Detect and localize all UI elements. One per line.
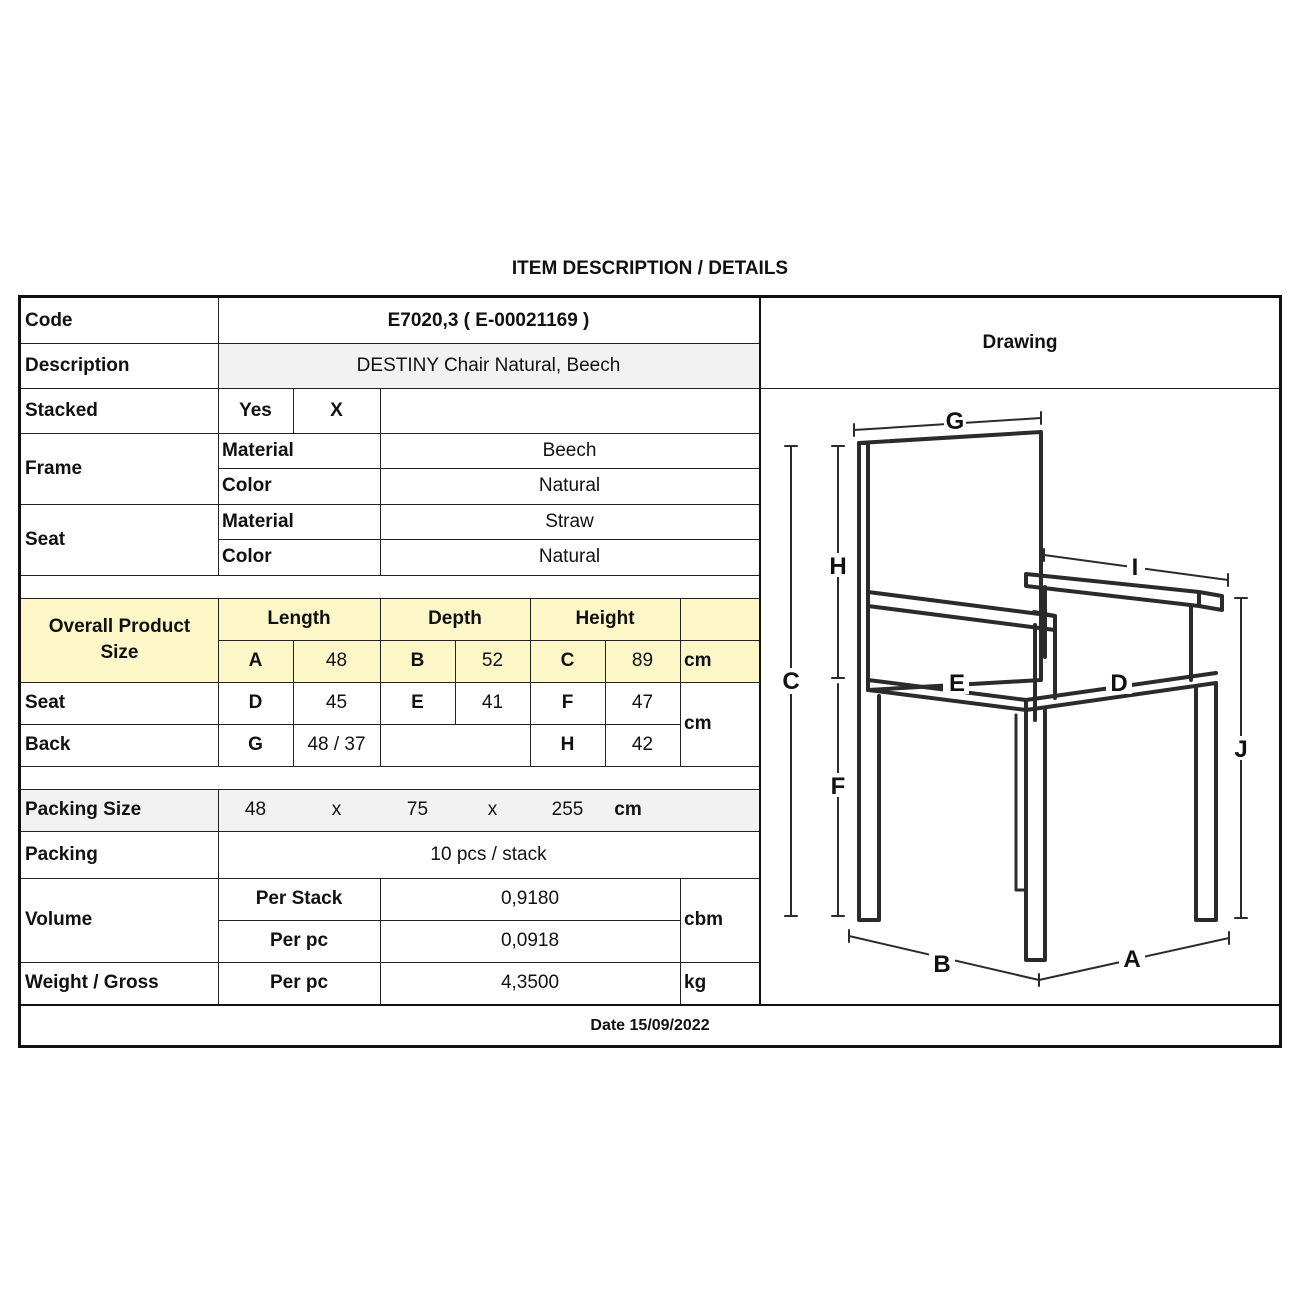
dim-h-value: 42: [631, 734, 654, 756]
packing-size-label: Packing Size: [21, 789, 218, 831]
volume-per-pc-value: 0,0918: [500, 930, 560, 952]
dim-e-value: 41: [481, 692, 504, 714]
frame-material-label: Material: [222, 439, 294, 461]
dim-c-value: 89: [605, 640, 680, 682]
dim-g-letter: G: [248, 734, 263, 756]
weight-value: 4,3500: [500, 972, 560, 994]
packing-size-length: 48: [244, 799, 267, 821]
seat-back-unit: cm: [684, 713, 712, 735]
page-title: ITEM DESCRIPTION / DETAILS: [511, 258, 789, 279]
dim-a-value: 48: [293, 640, 380, 682]
seat-material-value: Straw: [545, 510, 594, 532]
overall-size-label-line2: Size: [100, 642, 139, 663]
seat-material-label: Material: [222, 510, 294, 532]
drawing-label-b: B: [933, 951, 951, 978]
stacked-label: Stacked: [25, 399, 98, 421]
dim-f-value: 47: [631, 692, 654, 714]
volume-per-stack-label: Per Stack: [255, 888, 343, 910]
packing-size-height: 255: [551, 799, 584, 821]
dim-e-letter: E: [411, 692, 424, 714]
back-dims-label: Back: [25, 734, 71, 756]
description-label: Description: [25, 354, 130, 376]
frame-label: Frame: [25, 457, 83, 479]
dim-f-letter: F: [561, 692, 574, 714]
depth-header: Depth: [380, 598, 530, 640]
code-label: Code: [25, 309, 73, 331]
drawing-label-d: D: [1110, 670, 1128, 697]
drawing-label-e: E: [948, 670, 966, 697]
packing-label: Packing: [25, 843, 98, 865]
packing-size-values: [218, 789, 759, 831]
drawing-label-i: I: [1131, 554, 1139, 581]
seat-color-value: Natural: [538, 546, 601, 568]
packing-size-x1: x: [331, 799, 342, 821]
packing-size-depth: 75: [406, 799, 429, 821]
dim-b-value: 52: [455, 640, 530, 682]
drawing-label-c: C: [782, 668, 800, 695]
frame-color-value: Natural: [538, 475, 601, 497]
drawing-label-f: F: [830, 773, 846, 800]
drawing-label-g: G: [945, 408, 965, 435]
drawing-label-a: A: [1123, 946, 1141, 973]
chair-drawing: [761, 390, 1279, 1002]
seat-info-label: Seat: [25, 528, 66, 550]
volume-unit: cbm: [684, 909, 724, 931]
dim-b-letter: B: [380, 640, 455, 682]
dim-g-value: 48 / 37: [307, 734, 366, 756]
size-unit: cm: [680, 640, 759, 682]
length-header: Length: [218, 598, 380, 640]
weight-unit: kg: [684, 972, 707, 994]
weight-label: Weight / Gross: [25, 972, 159, 994]
packing-size-unit: cm: [614, 799, 642, 821]
dim-h-letter: H: [560, 734, 575, 756]
frame-material-value: Beech: [542, 439, 597, 461]
code-value: E7020,3 ( E-00021169 ): [387, 309, 590, 331]
volume-label: Volume: [25, 909, 93, 931]
dim-d-value: 45: [325, 692, 348, 714]
volume-per-stack-value: 0,9180: [500, 888, 560, 910]
drawing-header: Drawing: [982, 332, 1058, 354]
volume-per-pc-label: Per pc: [269, 930, 329, 952]
stacked-yes: Yes: [239, 399, 272, 421]
stacked-mark: X: [330, 399, 343, 421]
size-header-blank: [680, 598, 759, 640]
seat-dims-label: Seat: [25, 692, 66, 714]
packing-size-x2: x: [487, 799, 498, 821]
height-header: Height: [530, 598, 680, 640]
dim-c-letter: C: [530, 640, 605, 682]
dim-d-letter: D: [248, 692, 263, 714]
spec-sheet: [18, 295, 1282, 1048]
weight-per-pc-label: Per pc: [269, 972, 329, 994]
dim-a-letter: A: [218, 640, 293, 682]
drawing-label-j: J: [1234, 736, 1248, 763]
frame-color-label: Color: [222, 475, 272, 497]
overall-size-label-line1: Overall Product: [48, 616, 191, 638]
seat-color-label: Color: [222, 546, 272, 568]
overall-size-label: [21, 598, 218, 682]
drawing-label-h: H: [829, 553, 847, 580]
packing-value: 10 pcs / stack: [430, 843, 547, 865]
description-value: DESTINY Chair Natural, Beech: [218, 343, 759, 388]
date-footer: Date 15/09/2022: [590, 1016, 710, 1034]
